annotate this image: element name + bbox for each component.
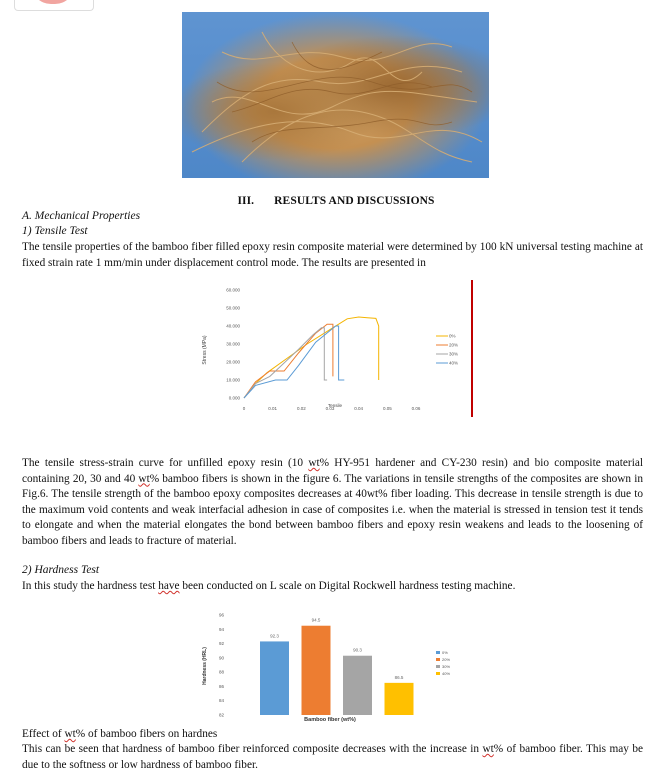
hardness-legend-label: 30% [442, 664, 451, 669]
section-heading [0, 195, 672, 207]
paragraph-text: been conducted on L scale on Digital Rockwell hardness testing machine. [179, 580, 516, 592]
tensile-x-tick: 0.04 [354, 406, 364, 411]
hardness-legend-label: 40% [442, 671, 451, 676]
paragraph-text: % of bamboo fiber. This may be due to the softness or low hardness of bamboo fiber. [22, 743, 643, 771]
paragraph-text: The tensile stress-strain curve for unfilled epoxy resin (10 [22, 457, 309, 469]
hardness-y-tick: 96 [218, 612, 224, 618]
tensile-legend-label: 30% [449, 351, 459, 357]
tensile-y-tick: 60.000 [226, 287, 240, 293]
bamboo-fiber-photo [182, 12, 489, 178]
hardness-legend-label: 20% [442, 657, 451, 662]
spellcheck-word: wt [308, 457, 320, 469]
tensile-y-tick: 30.000 [226, 341, 240, 347]
paragraph-hardness-intro [22, 579, 643, 595]
tensile-x-axis-label: Tensile [327, 403, 343, 408]
paragraph-text: % bamboo fibers is shown in the figure 6. The variations in tensile strengths of the composites are shown in Fig.6. The tensile strength of the bamboo epoxy composites decreases at 40wt% fiber loading. This decrease in tensile strength is due to the maximum void contents and weak interfacial adhesion in case of composites i.e. when the material is stressed in tension test it tends to elongate and when the material elongates the bond between bamboo fibers and epoxy resin weakens and leads to the loosening of bamboo fibers and leads to fracture of material. [22, 472, 643, 547]
tensile-y-tick: 10.000 [226, 377, 240, 383]
tensile-legend-label: 0% [449, 333, 456, 339]
hardness-value-label: 92.3 [270, 633, 279, 639]
spellcheck-word: wt [64, 728, 76, 740]
hardness-y-tick: 82 [218, 712, 224, 718]
tensile-y-tick: 0.000 [228, 395, 240, 401]
hardness-x-axis-label: Bamboo fiber (wt%) [304, 717, 356, 723]
hardness-legend-swatch [436, 658, 440, 661]
paragraph-tensile-intro: The tensile properties of the bamboo fiber filled epoxy resin composite material were determined by 100 kN universal testing machine at fixed strain rate 1 mm/min under displacement control mode. The results are presented in [22, 241, 643, 269]
hardness-legend-swatch [436, 672, 440, 675]
tensile-y-axis-label: Stress (MPa) [202, 335, 208, 365]
hardness-y-tick: 94 [218, 626, 224, 632]
hardness-y-tick: 92 [218, 641, 224, 647]
hardness-bar [260, 641, 289, 715]
tensile-x-tick: 0.02 [296, 406, 306, 411]
paragraph-text: This can be seen that hardness of bamboo fiber reinforced composite decreases with the increase in [22, 743, 483, 755]
section-number: III. [237, 195, 255, 207]
hardness-y-tick: 88 [218, 669, 224, 675]
hardness-value-label: 86.5 [394, 674, 404, 680]
subsection-1-title: 1) Tensile Test [22, 225, 88, 237]
spellcheck-word: have [158, 580, 180, 592]
tensile-x-tick: 0.05 [382, 406, 392, 411]
tensile-y-tick: 50.000 [226, 305, 240, 311]
paragraph-text: Effect of [22, 728, 65, 740]
paragraph-text: % of bamboo fibers on hardnes [75, 728, 218, 740]
subsection-2-title: 2) Hardness Test [22, 564, 100, 576]
paragraph-text: In this study the hardness test [22, 580, 159, 592]
hardness-chart [198, 607, 473, 725]
hardness-y-tick: 84 [218, 698, 224, 704]
hardness-bar [385, 683, 414, 715]
tensile-x-tick: 0.01 [268, 406, 278, 411]
hardness-y-tick: 86 [218, 683, 224, 689]
spellcheck-word: wt [482, 743, 494, 755]
hardness-bar [302, 626, 331, 715]
hardness-legend-label: 0% [442, 650, 448, 655]
hardness-bar [343, 656, 372, 715]
hardness-y-axis-label: Hardness (HRL) [202, 647, 208, 685]
hardness-value-label: 90.3 [353, 647, 362, 653]
figure-caption-hardness [22, 727, 643, 743]
paragraph-hardness-discussion [22, 742, 643, 773]
hardness-legend-swatch [436, 665, 440, 668]
hardness-y-tick: 90 [218, 655, 224, 661]
tensile-chart [198, 280, 478, 417]
logo-fragment [14, 0, 94, 11]
paragraph-text: % HY-951 hardener and CY-230 resin) and bio composite material containing 20, 30 and 40 [22, 457, 643, 485]
section-title: RESULTS AND DISCUSSIONS [274, 195, 435, 207]
subsection-a-title: A. Mechanical Properties [22, 210, 141, 222]
tensile-y-tick: 40.000 [226, 323, 240, 329]
tensile-x-tick: 0.03 [325, 406, 335, 411]
tensile-x-tick: 0 [242, 406, 246, 411]
hardness-legend-swatch [436, 651, 440, 654]
tensile-y-tick: 20.000 [226, 359, 240, 365]
tensile-legend-label: 20% [449, 342, 459, 348]
tensile-legend-label: 40% [449, 360, 459, 366]
paragraph-tensile-discussion [22, 456, 643, 550]
spellcheck-word: wt [138, 472, 150, 485]
tensile-x-tick: 0.06 [411, 406, 421, 411]
hardness-value-label: 94.5 [311, 617, 321, 623]
